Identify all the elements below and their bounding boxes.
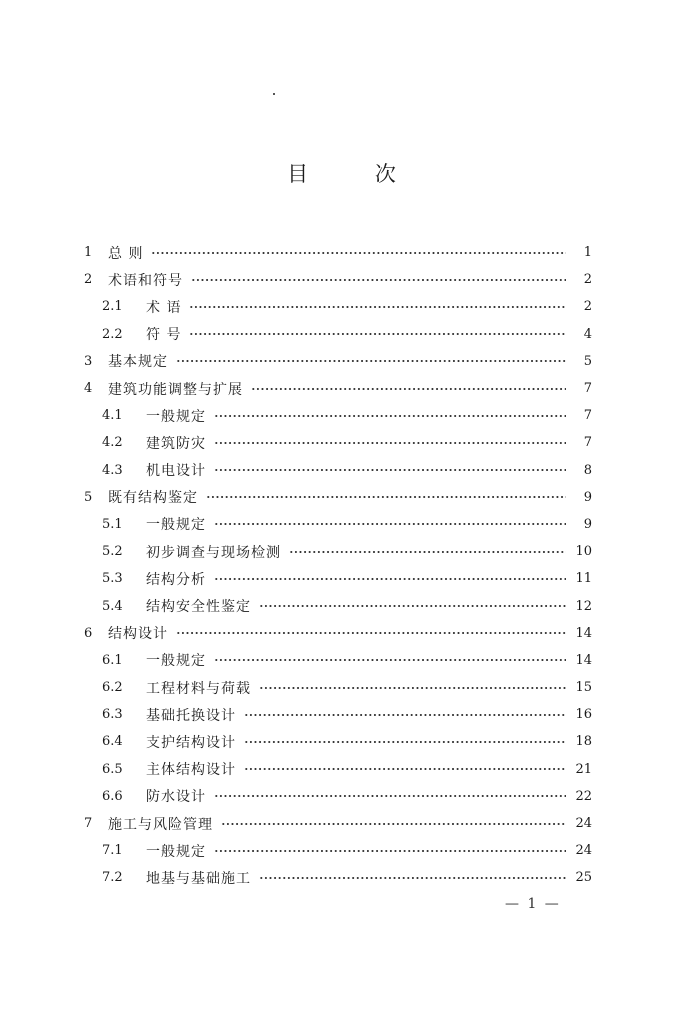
toc-entry[interactable] — [84, 484, 592, 511]
toc-entry-label: 一般规定 — [146, 843, 206, 860]
toc-entry-number: 4.2 — [102, 435, 123, 451]
toc-entry-number: 7.1 — [102, 843, 123, 859]
dot-leader — [259, 681, 566, 695]
toc-entry[interactable] — [84, 375, 592, 402]
toc-entry-number: 1 — [84, 245, 93, 261]
dot-leader — [251, 382, 566, 396]
toc-entry-page: 21 — [575, 761, 592, 777]
toc-entry-label: 支护结构设计 — [146, 734, 236, 751]
toc-entry-label: 结构设计 — [108, 626, 168, 643]
toc-entry-label: 符 号 — [146, 327, 182, 344]
toc-entry-number: 6 — [84, 625, 93, 641]
toc-entry[interactable] — [84, 348, 592, 375]
toc-entry-label: 既有结构鉴定 — [108, 490, 198, 507]
toc-entry-number: 3 — [84, 353, 93, 369]
toc-entry-label: 防水设计 — [146, 789, 206, 806]
toc-entry-page: 1 — [583, 245, 592, 261]
toc-entry-page: 15 — [575, 680, 592, 696]
toc-entry-page: 7 — [583, 408, 592, 424]
toc-entry[interactable] — [84, 592, 592, 619]
dot-leader — [214, 789, 566, 803]
toc-entry-number: 7.2 — [102, 870, 123, 886]
toc-entry-page: 16 — [575, 707, 592, 723]
toc-entry-number: 2 — [84, 272, 93, 288]
toc-entry-number: 5.3 — [102, 571, 123, 587]
toc-entry-number: 6.5 — [102, 761, 123, 777]
dot-leader — [244, 708, 566, 722]
dot-leader — [189, 300, 566, 314]
toc-entry-label: 总 则 — [108, 245, 144, 262]
toc-entry-page: 11 — [575, 571, 592, 587]
toc-entry-number: 7 — [84, 816, 93, 832]
toc-entry-number: 5.4 — [102, 598, 123, 614]
toc-entry-number: 6.1 — [102, 652, 123, 668]
toc-entry-number: 4.3 — [102, 462, 123, 478]
toc-entry-page: 7 — [583, 381, 592, 397]
toc-entry-number: 2.1 — [102, 299, 123, 315]
toc-entry-number: 6.3 — [102, 707, 123, 723]
dot-leader — [214, 409, 566, 423]
toc-entry[interactable] — [84, 674, 592, 701]
dot-leader — [214, 517, 566, 531]
dot-leader — [259, 599, 566, 613]
dot-leader — [244, 762, 566, 776]
toc-entry[interactable] — [84, 538, 592, 565]
toc-entry-label: 地基与基础施工 — [146, 870, 251, 887]
toc-entry-page: 7 — [583, 435, 592, 451]
toc-entry-page: 22 — [575, 788, 592, 804]
page-number-footer: — 1 — — [505, 896, 561, 912]
toc-entry-label: 主体结构设计 — [146, 762, 236, 779]
dot-leader — [189, 327, 566, 341]
toc-entry-label: 基础托换设计 — [146, 707, 236, 724]
toc-entry[interactable] — [84, 647, 592, 674]
toc-entry-page: 5 — [583, 353, 592, 369]
dot-leader — [176, 354, 566, 368]
toc-entry-page: 10 — [575, 544, 592, 560]
toc-entry-page: 2 — [583, 299, 592, 315]
toc-entry-number: 6.6 — [102, 788, 123, 804]
toc-entry-label: 基本规定 — [108, 354, 168, 371]
toc-entry-label: 结构分析 — [146, 571, 206, 588]
toc-entry-label: 一般规定 — [146, 653, 206, 670]
dot-leader — [214, 463, 566, 477]
toc-entry-number: 5.1 — [102, 516, 123, 532]
toc-entry-page: 4 — [583, 326, 592, 342]
toc-entry-page: 14 — [575, 625, 592, 641]
toc-entry-page: 14 — [575, 652, 592, 668]
toc-entry-page: 12 — [575, 598, 592, 614]
toc-title: 目 次 — [287, 162, 426, 186]
toc-entry[interactable] — [84, 511, 592, 538]
toc-entry-label: 初步调查与现场检测 — [146, 544, 281, 561]
table-of-contents — [84, 239, 592, 892]
toc-entry-number: 4 — [84, 381, 93, 397]
toc-entry-number: 2.2 — [102, 326, 123, 342]
scan-speck — [273, 93, 275, 95]
toc-entry[interactable] — [84, 756, 592, 783]
dot-leader — [244, 735, 566, 749]
toc-entry-page: 25 — [575, 870, 592, 886]
toc-entry[interactable] — [84, 402, 592, 429]
toc-entry[interactable] — [84, 620, 592, 647]
toc-entry[interactable] — [84, 783, 592, 810]
dot-leader — [214, 844, 566, 858]
toc-entry-label: 术 语 — [146, 299, 182, 316]
toc-entry-label: 一般规定 — [146, 517, 206, 534]
dot-leader — [191, 273, 566, 287]
toc-entry-page: 2 — [583, 272, 592, 288]
toc-entry[interactable] — [84, 864, 592, 891]
toc-entry[interactable] — [84, 565, 592, 592]
dot-leader — [206, 490, 566, 504]
dot-leader — [259, 871, 566, 885]
toc-entry-page: 9 — [583, 516, 592, 532]
toc-entry-page: 18 — [575, 734, 592, 750]
toc-entry-page: 24 — [575, 816, 592, 832]
toc-entry-label: 施工与风险管理 — [108, 816, 213, 833]
dot-leader — [221, 817, 566, 831]
toc-entry[interactable] — [84, 293, 592, 320]
dot-leader — [176, 626, 566, 640]
toc-entry[interactable] — [84, 457, 592, 484]
toc-entry-label: 机电设计 — [146, 463, 206, 480]
toc-entry-label: 一般规定 — [146, 408, 206, 425]
toc-entry-label: 建筑防灾 — [146, 435, 206, 452]
toc-entry[interactable] — [84, 810, 592, 837]
dot-leader — [289, 545, 566, 559]
toc-entry[interactable] — [84, 321, 592, 348]
toc-entry-page: 8 — [583, 462, 592, 478]
toc-entry[interactable] — [84, 266, 592, 293]
toc-entry-number: 4.1 — [102, 408, 123, 424]
toc-entry[interactable] — [84, 701, 592, 728]
dot-leader — [214, 572, 566, 586]
toc-entry[interactable] — [84, 837, 592, 864]
toc-entry-number: 5.2 — [102, 544, 123, 560]
toc-entry-label: 工程材料与荷载 — [146, 680, 251, 697]
toc-entry-label: 建筑功能调整与扩展 — [108, 381, 243, 398]
toc-entry[interactable] — [84, 728, 592, 755]
dot-leader — [214, 653, 566, 667]
toc-entry-number: 6.2 — [102, 680, 123, 696]
dot-leader — [151, 246, 566, 260]
dot-leader — [214, 436, 566, 450]
toc-entry[interactable] — [84, 239, 592, 266]
toc-entry[interactable] — [84, 429, 592, 456]
toc-entry-label: 术语和符号 — [108, 272, 183, 289]
toc-entry-page: 9 — [583, 489, 592, 505]
toc-entry-label: 结构安全性鉴定 — [146, 599, 251, 616]
toc-entry-number: 6.4 — [102, 734, 123, 750]
toc-entry-page: 24 — [575, 843, 592, 859]
toc-entry-number: 5 — [84, 489, 93, 505]
